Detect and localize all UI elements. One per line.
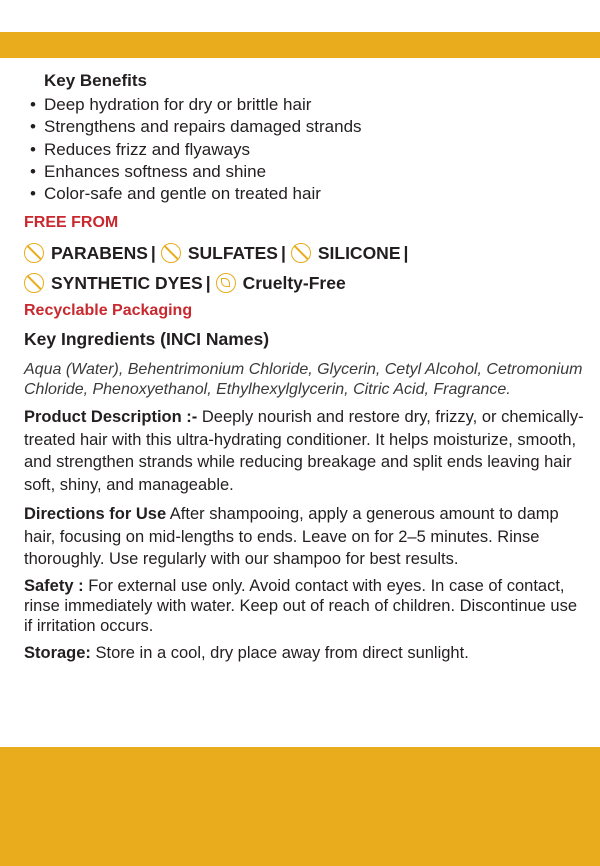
list-item: • Strengthens and repairs damaged strands — [30, 116, 584, 138]
list-item: • Deep hydration for dry or brittle hair — [30, 94, 584, 116]
separator: | — [403, 243, 409, 264]
description-text: Deeply nourish and restore dry, frizzy, or chemically-treated hair with this ultra-hydrating conditioner. It helps moisturize, smooth, and strengthen strands while reducing breakage and split ends leaving hair soft, shiny, and manageable. — [24, 408, 584, 494]
separator: | — [280, 243, 286, 264]
free-from-title: FREE FROM — [24, 214, 119, 232]
key-benefits-list — [24, 94, 584, 205]
free-from-label: Cruelty-Free — [242, 273, 346, 294]
separator: | — [205, 273, 211, 294]
storage-text: Store in a cool, dry place away from direct sunlight. — [90, 644, 469, 663]
product-description — [24, 406, 584, 496]
product-info — [24, 70, 584, 665]
ingredients-list: Aqua (Water), Behentrimonium Chloride, Glycerin, Cetyl Alcohol, Cetromonium Chloride, Phenoxyethanol, Ethylhexylglycerin, Citric Acid, Fragrance. — [24, 361, 583, 398]
free-from-label: PARABENS — [51, 243, 148, 264]
free-from-label: SYNTHETIC DYES — [51, 273, 203, 294]
cruelty-free-icon — [216, 273, 236, 293]
safety-info — [24, 577, 584, 636]
free-from-label: SILICONE — [317, 243, 401, 264]
top-accent-band — [0, 32, 600, 58]
free-from-row — [24, 268, 584, 298]
list-item: • Color-safe and gentle on treated hair — [30, 183, 584, 205]
key-benefits-title: Key Benefits — [44, 71, 147, 90]
safety-text: For external use only. Avoid contact with eyes. In case of contact, rinse immediately with water. Keep out of reach of children. Discontinue use if irritation occurs. — [24, 577, 578, 635]
free-from-row — [24, 238, 584, 268]
recyclable-packaging: Recyclable Packaging — [24, 302, 193, 320]
directions-label: Directions for Use — [24, 505, 167, 524]
no-silicone-icon — [291, 243, 311, 263]
ingredients-title: Key Ingredients (INCI Names) — [24, 329, 270, 350]
storage-info — [24, 642, 584, 664]
directions-text: After shampooing, apply a generous amount to damp hair, focusing on mid-lengths to ends. Leave on for 2–5 minutes. Rinse thoroughly. Use regularly with our shampoo for best results. — [24, 505, 559, 568]
no-synthetic-dyes-icon — [24, 273, 44, 293]
directions-for-use — [24, 503, 584, 570]
safety-label: Safety : — [24, 577, 84, 596]
no-parabens-icon — [24, 243, 44, 263]
bottom-accent-band — [0, 747, 600, 866]
free-from-label: SULFATES — [187, 243, 278, 264]
list-item: • Enhances softness and shine — [30, 161, 584, 183]
list-item: • Reduces frizz and flyaways — [30, 139, 584, 161]
storage-label: Storage: — [24, 644, 91, 663]
separator: | — [150, 243, 156, 264]
description-label: Product Description :- — [24, 408, 198, 427]
no-sulfates-icon — [161, 243, 181, 263]
